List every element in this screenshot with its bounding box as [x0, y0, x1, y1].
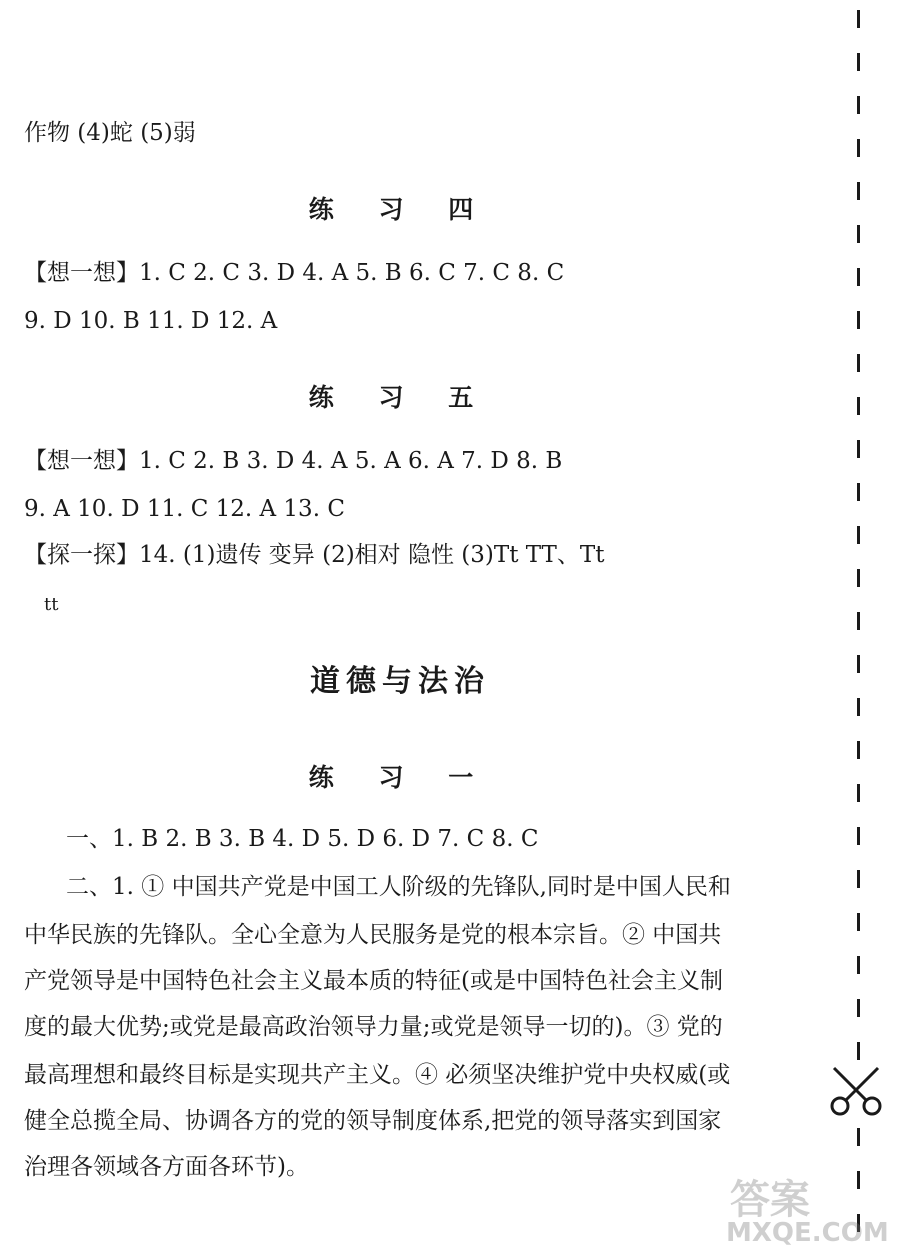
cut-line-dash — [857, 1042, 860, 1060]
cut-line-dash — [857, 354, 860, 372]
cut-line-dash — [857, 96, 860, 114]
cut-line-dash — [857, 268, 860, 286]
answer-line: 【想一想】1. C 2. C 3. D 4. A 5. B 6. C 7. C 8. C — [24, 260, 565, 286]
cut-line-dash — [857, 1128, 860, 1146]
exercise-heading: 练 习 一 — [308, 763, 492, 792]
section-heading-4: 练 习 四 — [308, 195, 492, 224]
cut-line-dash — [857, 999, 860, 1017]
watermark-logo: 答案 MXQE.COM — [726, 1177, 889, 1248]
answer-line: 9. D 10. B 11. D 12. A — [24, 308, 278, 334]
cut-line-dash — [857, 956, 860, 974]
answer-line: 9. A 10. D 11. C 12. A 13. C — [24, 496, 345, 522]
cut-line-dash — [857, 10, 860, 28]
cut-line-dash — [857, 741, 860, 759]
cut-line-dash — [857, 913, 860, 931]
cut-line-dash — [857, 569, 860, 587]
scissors-icon — [826, 1060, 886, 1120]
answer-line: tt — [44, 594, 59, 615]
cut-line-dash — [857, 53, 860, 71]
cut-line-dash — [857, 440, 860, 458]
paragraph-line: 二、1. ① 中国共产党是中国工人阶级的先锋队,同时是中国人民和 — [66, 874, 731, 900]
answer-line: 一、1. B 2. B 3. B 4. D 5. D 6. D 7. C 8. C — [66, 826, 539, 852]
cut-line-dash — [857, 182, 860, 200]
cut-line-dash — [857, 870, 860, 888]
cut-line-dash — [857, 655, 860, 673]
cut-line-dash — [857, 612, 860, 630]
cut-line-dash — [857, 483, 860, 501]
paragraph-line: 健全总揽全局、协调各方的党的领导制度体系,把党的领导落实到国家 — [24, 1108, 722, 1134]
answer-line: 【想一想】1. C 2. B 3. D 4. A 5. A 6. A 7. D 8. B — [24, 448, 563, 474]
subject-title: 道德与法治 — [310, 664, 490, 699]
top-line: 作物 (4)蛇 (5)弱 — [24, 120, 196, 146]
cut-line-dash — [857, 139, 860, 157]
answer-line: 【探一探】14. (1)遗传 变异 (2)相对 隐性 (3)Tt TT、Tt — [24, 542, 605, 568]
cut-line-dash — [857, 311, 860, 329]
cut-line-dash — [857, 827, 860, 845]
paragraph-line: 最高理想和最终目标是实现共产主义。④ 必须坚决维护党中央权威(或 — [24, 1062, 731, 1088]
cut-line-dash — [857, 225, 860, 243]
paragraph-line: 产党领导是中国特色社会主义最本质的特征(或是中国特色社会主义制 — [24, 968, 723, 994]
paragraph-line: 治理各领域各方面各环节)。 — [24, 1154, 309, 1180]
cut-line-dash — [857, 784, 860, 802]
paragraph-line: 度的最大优势;或党是最高政治领导力量;或党是领导一切的)。③ 党的 — [24, 1014, 723, 1040]
cut-line-dash — [857, 526, 860, 544]
cut-line-dash — [857, 698, 860, 716]
cut-line-dash — [857, 397, 860, 415]
section-heading-5: 练 习 五 — [308, 383, 492, 412]
paragraph-line: 中华民族的先锋队。全心全意为人民服务是党的根本宗旨。② 中国共 — [24, 922, 722, 948]
